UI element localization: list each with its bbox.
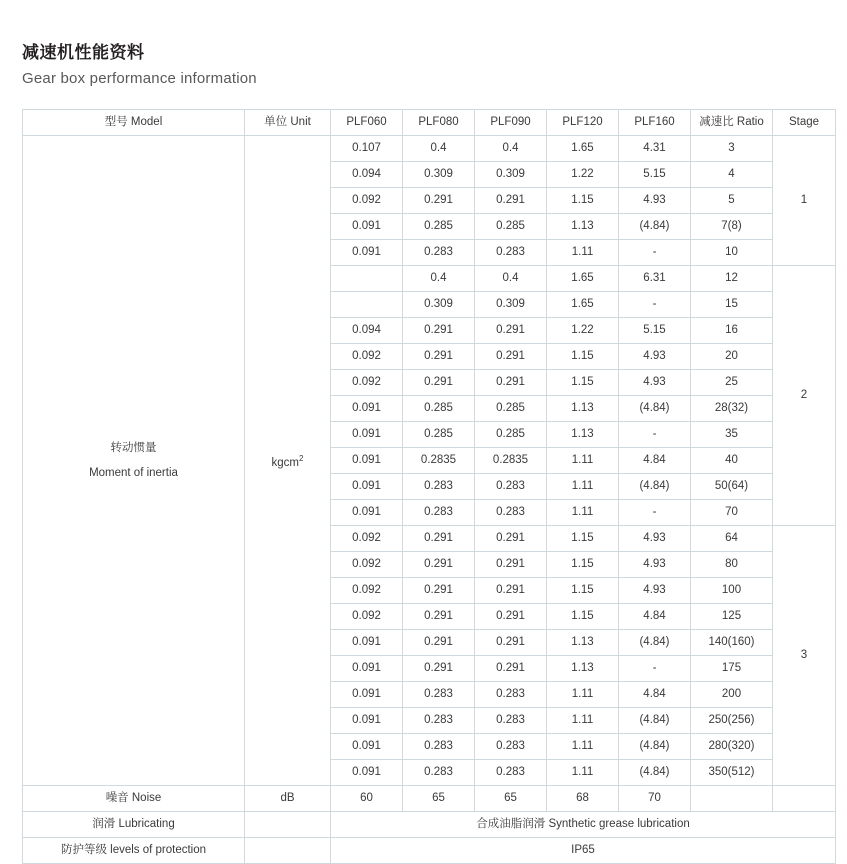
cell-noise-plf060: 60 [331, 786, 403, 812]
page-title-cn: 减速机性能资料 [22, 43, 145, 62]
cell-noise-plf080: 65 [403, 786, 475, 812]
unit-text: kgcm [271, 456, 300, 469]
cell-plf120: 1.15 [547, 188, 619, 214]
cell-plf160: - [619, 500, 691, 526]
cell-plf160: - [619, 240, 691, 266]
cell-plf090: 0.285 [475, 422, 547, 448]
cell-plf120: 1.11 [547, 240, 619, 266]
row-label-cn: 转动惯量 [110, 441, 157, 454]
row-label-en: Moment of inertia [89, 466, 178, 479]
cell-plf080: 0.291 [403, 526, 475, 552]
cell-plf060: 0.091 [331, 448, 403, 474]
cell-plf120: 1.11 [547, 682, 619, 708]
cell-plf080: 0.283 [403, 474, 475, 500]
cell-ratio: 80 [691, 552, 773, 578]
cell-plf160: (4.84) [619, 396, 691, 422]
cell-plf120: 1.22 [547, 318, 619, 344]
cell-plf090: 0.291 [475, 578, 547, 604]
unit-cell-protection [245, 838, 331, 864]
th-plf080: PLF080 [403, 110, 475, 136]
cell-plf160: 5.15 [619, 318, 691, 344]
cell-plf090: 0.291 [475, 630, 547, 656]
table-head [23, 110, 836, 136]
cell-plf080: 0.283 [403, 760, 475, 786]
cell-plf060 [331, 292, 403, 318]
cell-plf090: 0.309 [475, 292, 547, 318]
cell-plf160: (4.84) [619, 214, 691, 240]
cell-plf060: 0.092 [331, 344, 403, 370]
cell-plf120: 1.13 [547, 656, 619, 682]
cell-ratio: 70 [691, 500, 773, 526]
cell-ratio: 28(32) [691, 396, 773, 422]
cell-plf120: 1.11 [547, 448, 619, 474]
table-row-noise [23, 786, 836, 812]
cell-plf160: 4.93 [619, 526, 691, 552]
cell-plf090: 0.291 [475, 370, 547, 396]
cell-plf090: 0.291 [475, 552, 547, 578]
unit-cell-lubricating [245, 812, 331, 838]
cell-plf120: 1.65 [547, 266, 619, 292]
cell-protection-value: IP65 [331, 838, 836, 864]
cell-plf080: 0.291 [403, 630, 475, 656]
cell-plf080: 0.309 [403, 292, 475, 318]
cell-plf080: 0.2835 [403, 448, 475, 474]
cell-plf060 [331, 266, 403, 292]
cell-plf120: 1.13 [547, 630, 619, 656]
row-label-noise: 噪音 Noise [23, 786, 245, 812]
cell-plf120: 1.15 [547, 578, 619, 604]
cell-plf060: 0.092 [331, 370, 403, 396]
cell-noise-stage [773, 786, 836, 812]
cell-plf090: 0.291 [475, 604, 547, 630]
cell-plf080: 0.4 [403, 266, 475, 292]
cell-plf120: 1.65 [547, 292, 619, 318]
title-block [0, 0, 847, 87]
cell-plf060: 0.091 [331, 656, 403, 682]
cell-ratio: 100 [691, 578, 773, 604]
cell-ratio: 40 [691, 448, 773, 474]
cell-plf080: 0.283 [403, 682, 475, 708]
cell-plf120: 1.11 [547, 734, 619, 760]
cell-plf120: 1.22 [547, 162, 619, 188]
cell-plf160: 4.84 [619, 448, 691, 474]
cell-ratio: 7(8) [691, 214, 773, 240]
cell-plf080: 0.291 [403, 578, 475, 604]
row-label-moment-of-inertia [23, 136, 245, 786]
cell-plf120: 1.13 [547, 214, 619, 240]
cell-plf120: 1.15 [547, 552, 619, 578]
cell-plf080: 0.283 [403, 708, 475, 734]
cell-ratio: 4 [691, 162, 773, 188]
table-body [23, 136, 836, 864]
header-row [23, 110, 836, 136]
cell-plf080: 0.291 [403, 318, 475, 344]
cell-plf090: 0.283 [475, 682, 547, 708]
cell-plf160: 4.93 [619, 344, 691, 370]
cell-plf090: 0.4 [475, 266, 547, 292]
cell-plf160: - [619, 656, 691, 682]
cell-plf060: 0.091 [331, 500, 403, 526]
row-label-lubricating: 润滑 Lubricating [23, 812, 245, 838]
cell-plf060: 0.094 [331, 162, 403, 188]
cell-plf090: 0.285 [475, 396, 547, 422]
cell-plf120: 1.15 [547, 604, 619, 630]
cell-plf080: 0.285 [403, 214, 475, 240]
th-model: 型号 Model [23, 110, 245, 136]
cell-plf090: 0.2835 [475, 448, 547, 474]
cell-plf080: 0.283 [403, 240, 475, 266]
th-ratio: 减速比 Ratio [691, 110, 773, 136]
cell-plf120: 1.11 [547, 474, 619, 500]
cell-plf080: 0.283 [403, 734, 475, 760]
cell-plf060: 0.091 [331, 760, 403, 786]
cell-plf160: - [619, 292, 691, 318]
cell-plf120: 1.15 [547, 370, 619, 396]
cell-plf160: 4.93 [619, 188, 691, 214]
cell-ratio: 5 [691, 188, 773, 214]
cell-plf160: 4.93 [619, 370, 691, 396]
th-plf120: PLF120 [547, 110, 619, 136]
th-plf160: PLF160 [619, 110, 691, 136]
cell-plf120: 1.11 [547, 500, 619, 526]
cell-plf160: 5.15 [619, 162, 691, 188]
cell-plf080: 0.291 [403, 552, 475, 578]
cell-plf080: 0.291 [403, 604, 475, 630]
cell-noise-plf090: 65 [475, 786, 547, 812]
cell-plf060: 0.091 [331, 396, 403, 422]
th-unit: 单位 Unit [245, 110, 331, 136]
cell-stage: 2 [773, 266, 836, 526]
table-row-protection [23, 838, 836, 864]
unit-cell-noise: dB [245, 786, 331, 812]
cell-plf080: 0.291 [403, 188, 475, 214]
cell-stage: 3 [773, 526, 836, 786]
cell-plf090: 0.309 [475, 162, 547, 188]
cell-plf080: 0.283 [403, 500, 475, 526]
cell-ratio: 20 [691, 344, 773, 370]
cell-plf160: (4.84) [619, 708, 691, 734]
cell-plf160: 4.84 [619, 682, 691, 708]
cell-plf160: (4.84) [619, 760, 691, 786]
cell-plf160: (4.84) [619, 474, 691, 500]
cell-plf120: 1.11 [547, 708, 619, 734]
cell-plf160: - [619, 422, 691, 448]
cell-plf090: 0.291 [475, 188, 547, 214]
cell-ratio: 3 [691, 136, 773, 162]
cell-ratio: 35 [691, 422, 773, 448]
cell-plf060: 0.092 [331, 604, 403, 630]
cell-plf060: 0.091 [331, 474, 403, 500]
cell-ratio: 250(256) [691, 708, 773, 734]
cell-plf090: 0.291 [475, 526, 547, 552]
cell-plf120: 1.13 [547, 422, 619, 448]
cell-ratio: 64 [691, 526, 773, 552]
cell-plf090: 0.291 [475, 344, 547, 370]
cell-plf090: 0.283 [475, 500, 547, 526]
cell-plf090: 0.283 [475, 240, 547, 266]
th-plf090: PLF090 [475, 110, 547, 136]
cell-plf160: (4.84) [619, 630, 691, 656]
cell-plf060: 0.092 [331, 578, 403, 604]
cell-plf160: 4.31 [619, 136, 691, 162]
cell-plf090: 0.283 [475, 708, 547, 734]
cell-plf090: 0.291 [475, 318, 547, 344]
th-stage: Stage [773, 110, 836, 136]
cell-plf080: 0.4 [403, 136, 475, 162]
cell-plf160: (4.84) [619, 734, 691, 760]
spec-table [22, 109, 836, 864]
cell-ratio: 15 [691, 292, 773, 318]
cell-plf060: 0.092 [331, 552, 403, 578]
table-row [23, 136, 836, 162]
cell-ratio: 140(160) [691, 630, 773, 656]
cell-plf060: 0.091 [331, 630, 403, 656]
cell-plf080: 0.291 [403, 344, 475, 370]
cell-ratio: 50(64) [691, 474, 773, 500]
cell-plf160: 4.84 [619, 604, 691, 630]
cell-plf120: 1.15 [547, 526, 619, 552]
cell-noise-ratio [691, 786, 773, 812]
cell-plf090: 0.291 [475, 656, 547, 682]
cell-plf120: 1.11 [547, 760, 619, 786]
cell-plf080: 0.285 [403, 396, 475, 422]
cell-plf090: 0.283 [475, 474, 547, 500]
cell-lubricating-value: 合成油脂润滑 Synthetic grease lubrication [331, 812, 836, 838]
cell-plf120: 1.65 [547, 136, 619, 162]
cell-ratio: 280(320) [691, 734, 773, 760]
cell-ratio: 12 [691, 266, 773, 292]
cell-plf080: 0.309 [403, 162, 475, 188]
cell-plf080: 0.291 [403, 370, 475, 396]
cell-plf090: 0.4 [475, 136, 547, 162]
cell-plf060: 0.091 [331, 214, 403, 240]
cell-ratio: 175 [691, 656, 773, 682]
cell-ratio: 25 [691, 370, 773, 396]
cell-plf160: 6.31 [619, 266, 691, 292]
cell-plf080: 0.291 [403, 656, 475, 682]
cell-plf060: 0.107 [331, 136, 403, 162]
unit-cell-inertia [245, 136, 331, 786]
cell-plf060: 0.094 [331, 318, 403, 344]
table-row-lubricating [23, 812, 836, 838]
cell-ratio: 16 [691, 318, 773, 344]
cell-plf060: 0.092 [331, 188, 403, 214]
cell-ratio: 200 [691, 682, 773, 708]
cell-plf060: 0.091 [331, 708, 403, 734]
cell-plf060: 0.091 [331, 240, 403, 266]
cell-plf060: 0.092 [331, 526, 403, 552]
cell-plf080: 0.285 [403, 422, 475, 448]
cell-plf120: 1.13 [547, 396, 619, 422]
page-title-en: Gear box performance information [22, 70, 257, 87]
cell-plf090: 0.283 [475, 760, 547, 786]
cell-ratio: 350(512) [691, 760, 773, 786]
th-plf060: PLF060 [331, 110, 403, 136]
cell-plf160: 4.93 [619, 578, 691, 604]
cell-plf060: 0.091 [331, 682, 403, 708]
cell-noise-plf120: 68 [547, 786, 619, 812]
cell-plf120: 1.15 [547, 344, 619, 370]
cell-noise-plf160: 70 [619, 786, 691, 812]
cell-plf090: 0.285 [475, 214, 547, 240]
cell-plf090: 0.283 [475, 734, 547, 760]
cell-stage: 1 [773, 136, 836, 266]
cell-ratio: 125 [691, 604, 773, 630]
cell-plf060: 0.091 [331, 734, 403, 760]
cell-plf060: 0.091 [331, 422, 403, 448]
cell-ratio: 10 [691, 240, 773, 266]
unit-exponent: 2 [299, 453, 304, 463]
row-label-protection: 防护等级 levels of protection [23, 838, 245, 864]
cell-plf160: 4.93 [619, 552, 691, 578]
